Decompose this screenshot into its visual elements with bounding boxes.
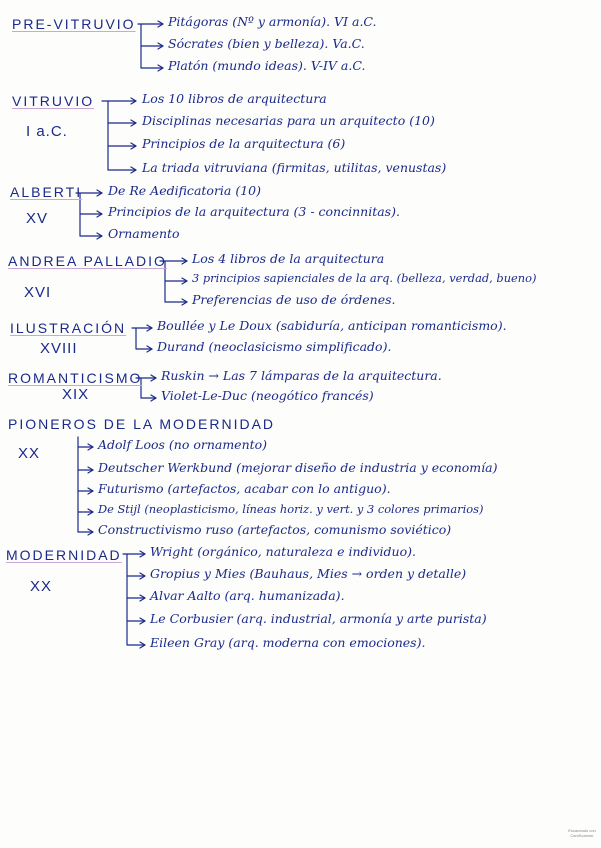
list-item: Wright (orgánico, naturaleza e individuo). [150, 544, 416, 559]
section-heading-ilustracion: ILUSTRACIÓN [10, 320, 127, 336]
century-label: XIX [62, 386, 90, 403]
list-item: Ruskin → Las 7 lámparas de la arquitectura. [161, 368, 442, 383]
century-label: I a.C. [26, 123, 68, 140]
list-item: Disciplinas necesarias para un arquitecto (10) [142, 113, 435, 128]
list-item: Principios de la arquitectura (6) [142, 136, 346, 151]
list-item: Eileen Gray (arq. moderna con emociones). [150, 635, 426, 650]
list-item: Futurismo (artefactos, acabar con lo antiguo). [98, 481, 391, 496]
list-item: Adolf Loos (no ornamento) [98, 437, 268, 452]
list-item: Le Corbusier (arq. industrial, armonía y arte purista) [150, 611, 487, 626]
section-heading-pioneros: PIONEROS DE LA MODERNIDAD [8, 416, 276, 432]
list-item: La triada vitruviana (firmitas, utilitas, venustas) [142, 160, 447, 175]
list-item: Gropius y Mies (Bauhaus, Mies → orden y detalle) [150, 566, 467, 581]
century-label: XX [18, 445, 41, 462]
list-item: Deutscher Werkbund (mejorar diseño de industria y economía) [98, 460, 498, 475]
camscanner-logo: Escaneado con CamScanner [568, 828, 596, 838]
list-item: Los 4 libros de la arquitectura [192, 251, 385, 266]
section-heading-vitruvio: VITRUVIO [12, 93, 95, 109]
list-item: Boullée y Le Doux (sabiduría, anticipan romanticismo). [157, 318, 507, 333]
section-heading-alberti: ALBERTI [10, 184, 83, 200]
section-heading-romanticismo: ROMANTICISMO [8, 370, 143, 386]
list-item: Ornamento [108, 226, 180, 241]
section-heading-pre-vitruvio: PRE-VITRUVIO [12, 16, 136, 32]
list-item: Principios de la arquitectura (3 - concinnitas). [108, 204, 400, 219]
list-item: Alvar Aalto (arq. humanizada). [150, 588, 345, 603]
list-item: Preferencias de uso de órdenes. [192, 292, 396, 307]
list-item: Constructivismo ruso (artefactos, comunismo soviético) [98, 522, 452, 537]
century-label: XV [26, 210, 49, 227]
list-item: 3 principios sapienciales de la arq. (belleza, verdad, bueno) [192, 271, 537, 285]
century-label: XVIII [40, 340, 78, 357]
section-heading-andrea-palladio: ANDREA PALLADIO [8, 253, 167, 269]
list-item: De Re Aedificatoria (10) [108, 183, 261, 198]
century-label: XX [30, 578, 53, 595]
list-item: Platón (mundo ideas). V-IV a.C. [168, 58, 366, 73]
list-item: De Stijl (neoplasticismo, líneas horiz. y vert. y 3 colores primarios) [98, 502, 484, 516]
list-item: Los 10 libros de arquitectura [142, 91, 327, 106]
list-item: Durand (neoclasicismo simplificado). [157, 339, 392, 354]
list-item: Pitágoras (Nº y armonía). VI a.C. [168, 14, 377, 29]
list-item: Violet-Le-Duc (neogótico francés) [161, 388, 374, 403]
century-label: XVI [24, 284, 52, 301]
section-heading-modernidad: MODERNIDAD [6, 547, 122, 563]
list-item: Sócrates (bien y belleza). Va.C. [168, 36, 365, 51]
